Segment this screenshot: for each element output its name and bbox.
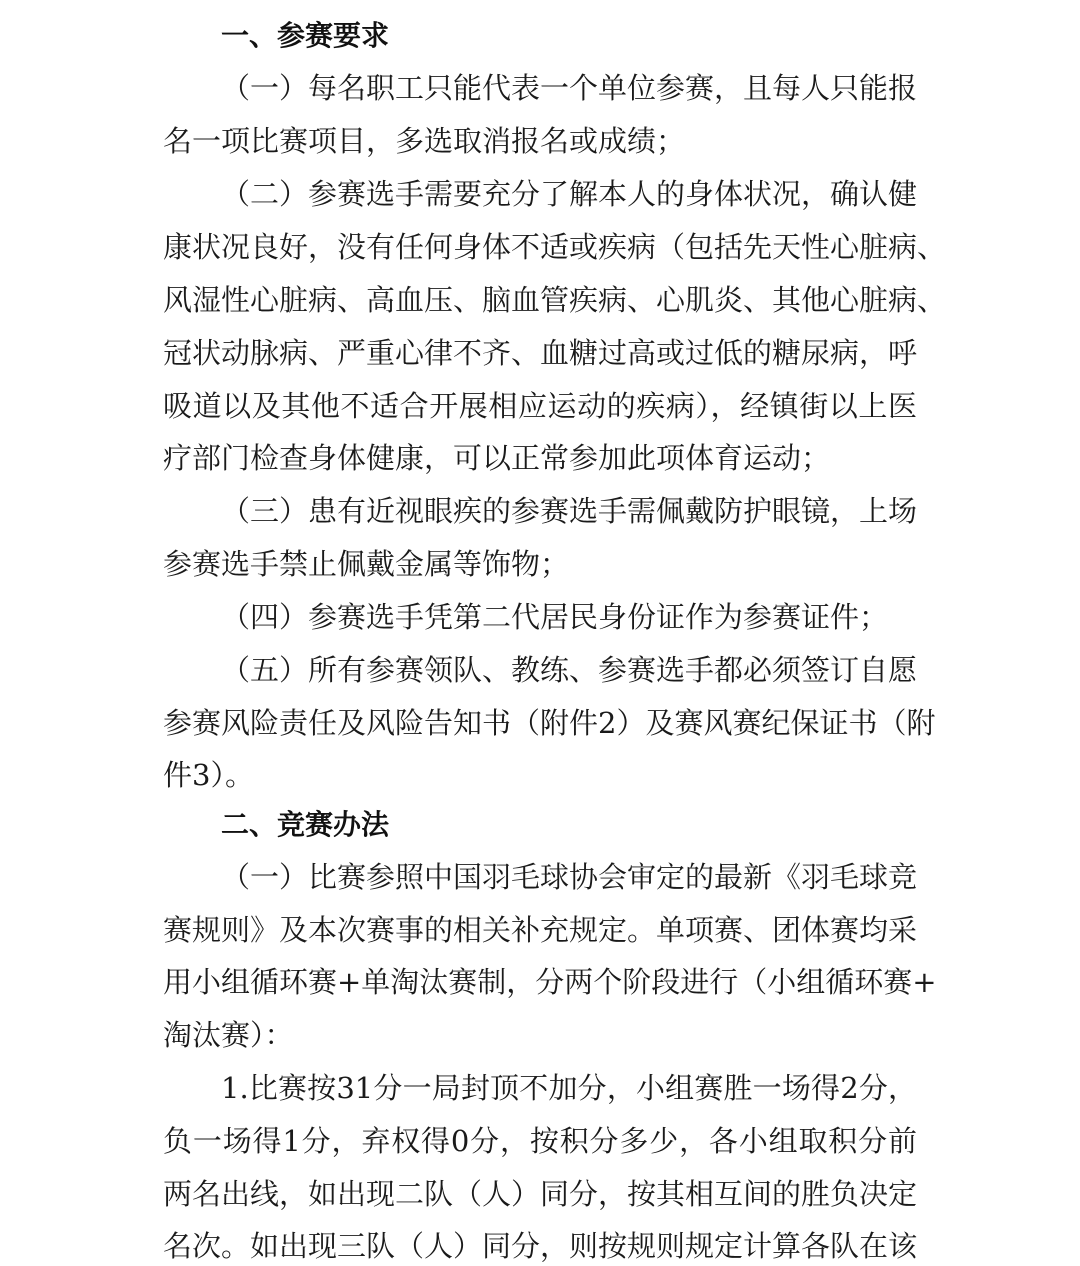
paragraph-line: 参赛选手禁止佩戴金属等饰物； — [163, 547, 570, 581]
paragraph-line: （四）参赛选手凭第二代居民身份证作为参赛证件； — [221, 600, 889, 634]
paragraph-line: 康状况良好，没有任何身体不适或疾病（包括先天性心脏病、 — [163, 230, 947, 264]
paragraph-line: 疗部门检查身体健康，可以正常参加此项体育运动； — [163, 441, 831, 475]
paragraph-line: 件3）。 — [163, 758, 254, 792]
paragraph-line: （一）比赛参照中国羽毛球协会审定的最新《羽毛球竞 — [221, 860, 918, 894]
paragraph-line: 名一项比赛项目，多选取消报名或成绩； — [163, 124, 686, 158]
section-heading-competition-method: 二、竞赛办法 — [221, 808, 390, 841]
paragraph-line: 用小组循环赛+单淘汰赛制，分两个阶段进行（小组循环赛+ — [163, 965, 937, 999]
paragraph-line: 吸道以及其他不适合开展相应运动的疾病），经镇街以上医 — [163, 389, 917, 423]
paragraph-line: 淘汰赛）： — [163, 1018, 294, 1052]
paragraph-line: （二）参赛选手需要充分了解本人的身体状况，确认健 — [221, 177, 918, 211]
paragraph-line: （一）每名职工只能代表一个单位参赛，且每人只能报 — [221, 71, 918, 105]
section-heading-requirements: 一、参赛要求 — [221, 19, 390, 52]
paragraph-line: 风湿性心脏病、高血压、脑血管疾病、心肌炎、其他心脏病、 — [163, 283, 947, 317]
paragraph-line: 赛规则》及本次赛事的相关补充规定。单项赛、团体赛均采 — [163, 913, 918, 947]
paragraph-line: 负一场得1分，弃权得0分，按积分多少，各小组取积分前 — [163, 1124, 917, 1158]
paragraph-line: 冠状动脉病、严重心律不齐、血糖过高或过低的糖尿病，呼 — [163, 336, 918, 370]
paragraph-line: 名次。如出现三队（人）同分，则按规则规定计算各队在该 — [163, 1229, 918, 1263]
paragraph-line: （三）患有近视眼疾的参赛选手需佩戴防护眼镜，上场 — [221, 494, 918, 528]
paragraph-line: （五）所有参赛领队、教练、参赛选手都必须签订自愿 — [221, 653, 918, 687]
paragraph-line: 两名出线，如出现二队（人）同分，按其相互间的胜负决定 — [163, 1177, 918, 1211]
paragraph-line: 1.比赛按31分一局封顶不加分，小组赛胜一场得2分， — [221, 1071, 917, 1105]
paragraph-line: 参赛风险责任及风险告知书（附件2）及赛风赛纪保证书（附 — [163, 706, 936, 740]
